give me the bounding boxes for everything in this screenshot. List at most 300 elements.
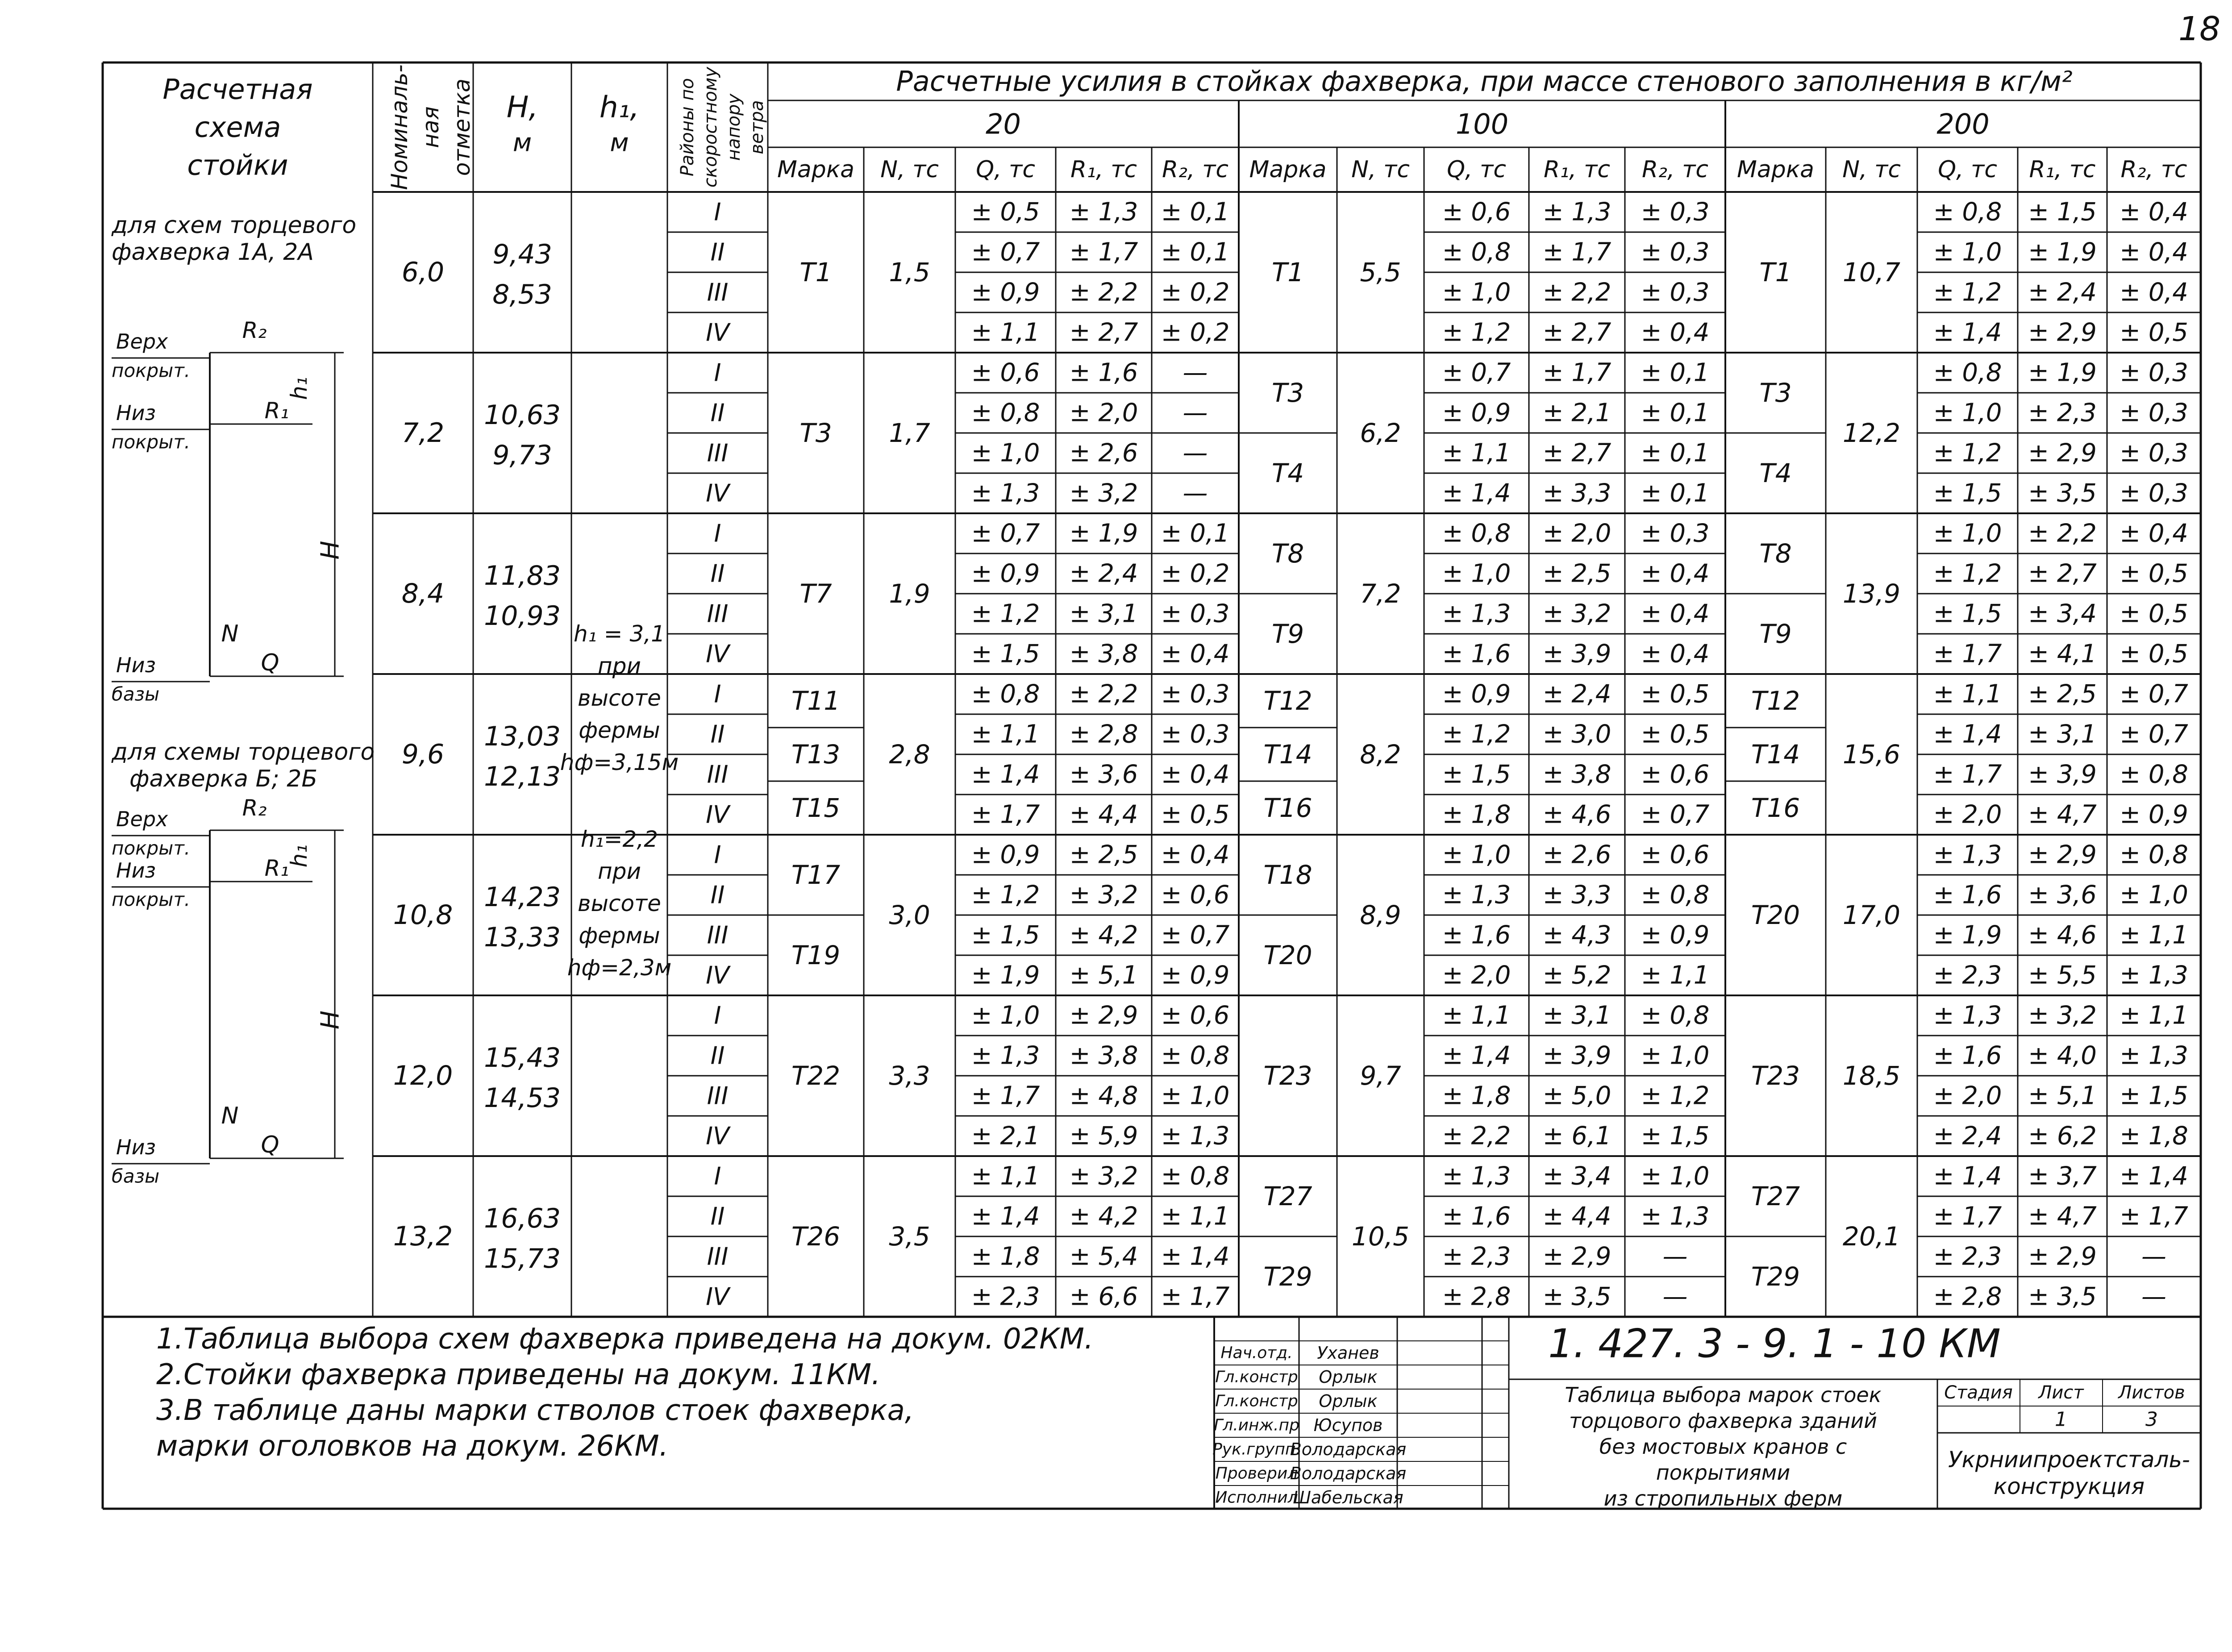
mark-label: T7 (800, 578, 832, 609)
wind-region: II (710, 1202, 725, 1231)
nominal-mark: 9,6 (401, 739, 445, 770)
wind-region: II (710, 1041, 725, 1070)
force-value: — (2141, 1282, 2166, 1311)
force-value: ± 1,9 (1069, 519, 1138, 548)
note-1: 1.Таблица выбора схем фахверка приведена на докум. 02КМ. (156, 1323, 1094, 1356)
force-value: ± 2,2 (1542, 278, 1612, 307)
header-scheme: схема (194, 111, 281, 144)
h1-note-a: фермы (579, 717, 660, 743)
force-N: 2,8 (889, 739, 930, 770)
wind-region: IV (706, 800, 729, 829)
force-value: ± 5,4 (1069, 1242, 1138, 1271)
force-value: ± 1,2 (1442, 318, 1511, 347)
force-value: ± 4,4 (1542, 1202, 1612, 1231)
stamp-stage-label: Стадия (1944, 1382, 2013, 1403)
force-value: ± 2,2 (1442, 1121, 1511, 1151)
force-value: ± 4,7 (2028, 1202, 2097, 1231)
header-wind: скоростному (700, 67, 721, 188)
force-value: ± 2,6 (1542, 840, 1612, 870)
header-sub: R₂, тс (1642, 156, 1708, 183)
force-value: ± 1,6 (1442, 1202, 1511, 1231)
header-sub: Q, тс (976, 156, 1035, 183)
force-value: ± 0,9 (971, 840, 1040, 870)
force-value: ± 2,0 (1069, 398, 1138, 428)
h1-note-a: высоте (578, 685, 661, 711)
force-value: ± 0,9 (971, 559, 1040, 588)
force-value: ± 0,7 (971, 519, 1040, 548)
force-value: ± 0,4 (1161, 840, 1230, 870)
header-sub: R₂, тс (1162, 156, 1228, 183)
stamp-name: Уханев (1317, 1343, 1379, 1363)
force-value: ± 0,6 (1641, 840, 1710, 870)
force-value: ± 5,9 (1069, 1121, 1138, 1151)
force-value: ± 2,9 (1069, 1001, 1138, 1030)
mark-label: T1 (1271, 257, 1304, 287)
force-value: ± 2,4 (1069, 559, 1138, 588)
header-sub: Марка (1249, 156, 1327, 183)
force-value: ± 0,4 (1641, 599, 1710, 628)
wind-region: II (710, 559, 725, 588)
force-value: ± 0,3 (2120, 398, 2188, 428)
force-value: ± 0,4 (1161, 760, 1230, 789)
force-value: ± 0,3 (2120, 479, 2188, 508)
scheme-b-R1: R₁ (264, 855, 289, 881)
force-value: ± 3,2 (1069, 479, 1138, 508)
force-value: ± 0,5 (971, 197, 1040, 227)
force-value: ± 2,9 (1542, 1242, 1612, 1271)
stamp-code: 1. 427. 3 - 9. 1 - 10 КМ (1548, 1320, 2001, 1367)
force-value: ± 1,4 (971, 760, 1040, 789)
force-value: ± 0,7 (1641, 800, 1710, 829)
header-sub: Марка (1736, 156, 1815, 183)
force-value: ± 1,2 (1933, 438, 2002, 468)
force-value: ± 0,8 (971, 398, 1040, 428)
stamp-role: Гл.констр (1215, 1392, 1298, 1411)
force-value: — (1662, 1242, 1688, 1271)
force-value: ± 1,0 (1933, 519, 2002, 548)
force-value: — (2141, 1242, 2166, 1271)
force-value: ± 2,2 (1069, 679, 1138, 709)
force-value: ± 2,9 (2028, 318, 2097, 347)
force-value: ± 1,1 (1933, 679, 2002, 709)
force-value: ± 2,5 (1542, 559, 1612, 588)
header-sub: Q, тс (1938, 156, 1997, 183)
force-value: ± 1,9 (1933, 920, 2002, 950)
force-value: ± 0,6 (1641, 760, 1710, 789)
force-value: ± 1,0 (2120, 880, 2188, 910)
force-value: ± 0,3 (1641, 237, 1710, 267)
force-value: ± 2,7 (1542, 438, 1612, 468)
force-value: ± 1,5 (1641, 1121, 1710, 1151)
scheme-b-h1: h₁ (286, 844, 312, 868)
height-H: 16,63 (484, 1203, 561, 1234)
nominal-mark: 10,8 (393, 899, 453, 931)
force-value: ± 1,7 (971, 1081, 1040, 1111)
stamp-title: из стропильных ферм (1603, 1486, 1843, 1511)
force-value: ± 0,9 (1161, 961, 1230, 990)
header-mass: 20 (986, 108, 1021, 141)
nominal-mark: 12,0 (393, 1060, 453, 1091)
force-value: ± 4,8 (1069, 1081, 1138, 1111)
scheme-caption-2: фахверка Б; 2Б (129, 766, 318, 792)
force-value: ± 1,5 (971, 639, 1040, 669)
force-value: ± 0,6 (1442, 197, 1511, 227)
force-value: ± 2,9 (2028, 840, 2097, 870)
force-value: ± 3,1 (1069, 599, 1138, 628)
stamp-name: Орлык (1319, 1391, 1378, 1411)
height-H: 11,83 (484, 560, 561, 591)
wind-region: III (707, 599, 729, 628)
h1-note-a: при (598, 653, 641, 679)
force-value: ± 1,0 (1933, 237, 2002, 267)
force-value: ± 0,1 (1161, 237, 1230, 267)
force-value: ± 1,3 (971, 1041, 1040, 1070)
force-value: ± 0,6 (971, 358, 1040, 387)
force-value: ± 0,2 (1161, 318, 1230, 347)
mark-label: T14 (1751, 739, 1800, 770)
force-value: ± 1,5 (1442, 760, 1511, 789)
h1-note-a: hф=3,15м (560, 749, 679, 775)
force-value: ± 2,6 (1069, 438, 1138, 468)
stamp-name: Володарская (1290, 1464, 1407, 1483)
mark-label: T20 (1751, 900, 1800, 930)
header-mass: 200 (1936, 108, 1990, 141)
force-value: ± 2,4 (1542, 679, 1612, 709)
scheme-b-top-label: Верх (116, 807, 168, 831)
force-value: ± 1,7 (1542, 237, 1612, 267)
force-value: ± 0,8 (1161, 1161, 1230, 1191)
force-value: ± 3,6 (1069, 760, 1138, 789)
force-value: ± 1,4 (1161, 1242, 1230, 1271)
header-scheme: стойки (187, 149, 288, 182)
force-value: ± 0,3 (2120, 438, 2188, 468)
mark-label: T23 (1751, 1061, 1800, 1091)
force-N: 3,0 (889, 900, 930, 930)
force-value: ± 0,8 (1933, 197, 2002, 227)
force-value: ± 1,2 (1933, 278, 2002, 307)
force-value: ± 3,3 (1542, 880, 1612, 910)
notes-block (156, 1321, 1093, 1464)
stamp-title: без мостовых кранов с (1599, 1435, 1847, 1459)
force-value: ± 0,1 (1641, 398, 1710, 428)
header-nominal: отметка (449, 78, 475, 176)
force-value: ± 1,4 (971, 1202, 1040, 1231)
force-value: ± 3,1 (2028, 720, 2097, 749)
force-value: ± 0,9 (1442, 398, 1511, 428)
h1-note-b: при (598, 858, 641, 884)
force-value: ± 0,7 (1442, 358, 1511, 387)
force-value: ± 2,1 (1542, 398, 1612, 428)
force-value: ± 1,8 (971, 1242, 1040, 1271)
nominal-mark: 13,2 (393, 1221, 453, 1252)
height-H-alt: 13,33 (484, 922, 561, 953)
force-value: ± 5,5 (2028, 961, 2097, 990)
mark-label: T17 (791, 860, 841, 890)
height-H: 14,23 (484, 882, 561, 913)
force-value: ± 0,8 (1442, 237, 1511, 267)
force-value: ± 0,4 (1161, 639, 1230, 669)
height-H-alt: 14,53 (484, 1082, 561, 1114)
force-value: ± 0,3 (1641, 278, 1710, 307)
force-value: ± 1,1 (1641, 961, 1710, 990)
stamp-role: Нач.отд. (1220, 1344, 1293, 1362)
scheme-a-Q: Q (261, 649, 279, 676)
force-value: ± 1,8 (2120, 1121, 2188, 1151)
force-value: ± 1,6 (1442, 639, 1511, 669)
force-value: ± 0,8 (2120, 840, 2188, 870)
force-value: ± 4,1 (2028, 639, 2097, 669)
force-value: ± 0,7 (2120, 679, 2188, 709)
mark-label: T23 (1263, 1061, 1312, 1091)
force-value: ± 2,3 (2028, 398, 2097, 428)
wind-region: IV (706, 640, 729, 668)
force-value: ± 1,3 (1161, 1121, 1230, 1151)
force-value: ± 2,0 (1542, 519, 1612, 548)
force-value: ± 1,3 (1933, 840, 2002, 870)
stamp-name: Орлык (1319, 1367, 1378, 1387)
header-sub: R₁, тс (1544, 156, 1610, 183)
force-N: 1,9 (889, 578, 930, 609)
mark-label: T14 (1263, 739, 1312, 770)
force-value: ± 0,7 (1161, 920, 1230, 950)
scheme-b-mid-label: покрыт. (112, 888, 191, 911)
force-N: 17,0 (1842, 900, 1901, 930)
height-H-alt: 12,13 (484, 761, 561, 792)
stamp-org: Укрниипроектсталь- (1948, 1447, 2190, 1473)
force-value: ± 0,3 (1161, 720, 1230, 749)
force-value: ± 0,6 (1161, 1001, 1230, 1030)
wind-region: I (714, 1162, 721, 1190)
force-value: ± 0,4 (1641, 318, 1710, 347)
scheme-a-bot-label: базы (112, 683, 160, 705)
force-N: 15,6 (1842, 739, 1901, 770)
force-value: ± 2,9 (2028, 1242, 2097, 1271)
force-value: ± 4,7 (2028, 800, 2097, 829)
force-value: ± 1,2 (1641, 1081, 1710, 1111)
header-wind: Районы по (677, 78, 698, 177)
force-value: ± 4,6 (1542, 800, 1612, 829)
force-value: ± 2,0 (1442, 961, 1511, 990)
force-value: ± 4,4 (1069, 800, 1138, 829)
height-H: 15,43 (484, 1042, 561, 1074)
force-value: ± 1,1 (1442, 438, 1511, 468)
stamp-sheets-label: Листов (2118, 1382, 2185, 1403)
force-value: ± 3,2 (2028, 1001, 2097, 1030)
mark-label: T8 (1271, 538, 1304, 569)
mark-label: T3 (1759, 378, 1792, 408)
force-value: ± 1,9 (2028, 237, 2097, 267)
wind-region: I (714, 841, 721, 869)
wind-region: I (714, 519, 721, 548)
mark-label: T9 (1271, 619, 1304, 649)
force-value: ± 1,1 (971, 318, 1040, 347)
h1-note-b: высоте (578, 890, 661, 916)
force-value: ± 2,1 (971, 1121, 1040, 1151)
force-value: ± 2,8 (1933, 1282, 2002, 1311)
force-value: ± 3,0 (1542, 720, 1612, 749)
header-sub: R₂, тс (2120, 156, 2187, 183)
force-value: ± 1,0 (971, 1001, 1040, 1030)
force-value: ± 0,5 (1161, 800, 1230, 829)
force-value: ± 1,4 (1442, 1041, 1511, 1070)
force-value: ± 4,0 (2028, 1041, 2097, 1070)
force-value: ± 0,2 (1161, 278, 1230, 307)
force-value: ± 1,3 (1442, 880, 1511, 910)
wind-region: IV (706, 479, 729, 508)
force-value: ± 0,1 (1161, 197, 1230, 227)
stamp-role: Гл.констр (1215, 1368, 1298, 1386)
force-value: ± 1,0 (1442, 278, 1511, 307)
force-value: ± 1,9 (2028, 358, 2097, 387)
scheme-b-top-label: покрыт. (112, 837, 191, 859)
force-value: ± 0,3 (1161, 679, 1230, 709)
force-value: ± 3,1 (1542, 1001, 1612, 1030)
header-mass: 100 (1455, 108, 1509, 141)
wind-region: I (714, 1001, 721, 1030)
force-value: ± 5,1 (2028, 1081, 2097, 1111)
force-value: ± 0,5 (2120, 559, 2188, 588)
h1-note-b: h₁=2,2 (580, 826, 658, 852)
header-sub: Марка (777, 156, 855, 183)
wind-region: IV (706, 1122, 729, 1150)
force-value: — (1183, 479, 1208, 508)
force-value: ± 0,8 (1641, 880, 1710, 910)
force-value: ± 0,4 (2120, 519, 2188, 548)
wind-region: I (714, 358, 721, 387)
stamp-title: торцового фахверка зданий (1569, 1409, 1878, 1433)
force-value: ± 1,5 (1933, 599, 2002, 628)
force-value: ± 0,4 (2120, 197, 2188, 227)
stamp-title: покрытиями (1656, 1461, 1791, 1485)
force-N: 12,2 (1842, 418, 1901, 448)
force-value: ± 2,2 (1069, 278, 1138, 307)
force-N: 1,5 (889, 257, 930, 287)
h1-note-b: hф=2,3м (567, 955, 672, 981)
height-H-alt: 10,93 (484, 600, 561, 632)
force-value: ± 1,3 (2120, 961, 2188, 990)
height-H: 13,03 (484, 721, 561, 752)
scheme-a-top-label: покрыт. (112, 359, 191, 382)
h1-note-b: фермы (579, 923, 660, 949)
force-value: ± 1,4 (1933, 1161, 2002, 1191)
force-value: ± 2,3 (1933, 961, 2002, 990)
nominal-mark: 6,0 (401, 257, 445, 288)
scheme-a-R2: R₂ (242, 317, 267, 343)
wind-region: IV (706, 1282, 729, 1311)
force-value: ± 1,0 (1641, 1041, 1710, 1070)
scheme-caption-2: для схемы торцевого (112, 739, 375, 766)
header-sub: N, тс (880, 156, 939, 183)
force-N: 20,1 (1842, 1221, 1901, 1252)
header-h1-unit: м (610, 128, 629, 158)
force-value: ± 1,1 (2120, 1001, 2188, 1030)
note-3: 3.В таблице даны марки стволов стоек фахверка, (156, 1394, 914, 1427)
force-value: ± 0,3 (1641, 519, 1710, 548)
mark-label: T8 (1759, 538, 1792, 569)
force-value: ± 0,1 (1641, 438, 1710, 468)
stamp-role: Исполнил (1215, 1488, 1298, 1507)
force-value: ± 3,9 (1542, 1041, 1612, 1070)
force-value: ± 0,5 (2120, 599, 2188, 628)
force-value: ± 1,7 (1542, 358, 1612, 387)
force-value: ± 1,5 (1933, 479, 2002, 508)
force-value: ± 3,5 (1542, 1282, 1612, 1311)
force-value: ± 4,2 (1069, 1202, 1138, 1231)
scheme-a-mid-label: Низ (116, 401, 156, 425)
scheme-b-Q: Q (261, 1132, 279, 1158)
force-N: 18,5 (1842, 1061, 1901, 1091)
height-H-alt: 8,53 (492, 279, 552, 310)
force-value: ± 1,2 (1442, 720, 1511, 749)
wind-region: IV (706, 961, 729, 990)
header-sub: N, тс (1842, 156, 1901, 183)
force-value: ± 2,4 (2028, 278, 2097, 307)
force-value: ± 0,8 (1641, 1001, 1710, 1030)
force-value: ± 1,0 (1442, 559, 1511, 588)
force-value: ± 1,3 (971, 479, 1040, 508)
mark-label: T16 (1751, 793, 1800, 823)
force-value: ± 0,4 (2120, 278, 2188, 307)
force-N: 1,7 (889, 418, 930, 448)
force-value: ± 1,5 (971, 920, 1040, 950)
note-4: марки оголовков на докум. 26КМ. (156, 1430, 669, 1463)
force-value: ± 1,6 (1933, 880, 2002, 910)
scheme-b-R2: R₂ (242, 795, 267, 821)
stamp-name: Юсупов (1313, 1415, 1383, 1435)
force-value: ± 2,4 (1933, 1121, 2002, 1151)
force-value: ± 1,2 (971, 599, 1040, 628)
mark-label: T1 (800, 257, 832, 287)
force-value: ± 2,9 (2028, 438, 2097, 468)
force-value: ± 5,0 (1542, 1081, 1612, 1111)
force-value: ± 2,7 (2028, 559, 2097, 588)
force-value: ± 2,8 (1069, 720, 1138, 749)
force-N: 5,5 (1360, 257, 1401, 287)
force-value: ± 2,7 (1542, 318, 1612, 347)
header-sub: R₁, тс (2029, 156, 2096, 183)
header-scheme: Расчетная (162, 73, 313, 106)
wind-region: III (707, 1082, 729, 1110)
force-value: ± 0,5 (1641, 720, 1710, 749)
force-value: ± 1,0 (1641, 1161, 1710, 1191)
force-value: ± 0,9 (2120, 800, 2188, 829)
header-wind: ветра (747, 100, 767, 154)
scheme-a-R1: R₁ (264, 398, 289, 424)
stamp-sheets: 3 (2145, 1408, 2158, 1431)
nominal-mark: 8,4 (401, 578, 445, 609)
force-N: 13,9 (1842, 578, 1901, 609)
force-value: ± 4,2 (1069, 920, 1138, 950)
force-value: ± 1,3 (1442, 1161, 1511, 1191)
force-value: — (1183, 358, 1208, 387)
force-value: ± 3,2 (1542, 599, 1612, 628)
force-value: ± 0,9 (1442, 679, 1511, 709)
wind-region: III (707, 439, 729, 467)
stamp-name: Володарская (1290, 1440, 1407, 1459)
force-N: 6,2 (1360, 418, 1401, 448)
force-value: ± 1,5 (2120, 1081, 2188, 1111)
force-value: ± 1,7 (2120, 1202, 2188, 1231)
mark-label: T11 (791, 686, 841, 716)
force-value: — (1183, 398, 1208, 428)
force-value: ± 2,2 (2028, 519, 2097, 548)
force-N: 8,9 (1360, 900, 1401, 930)
force-value: ± 1,7 (1933, 1202, 2002, 1231)
force-value: ± 1,3 (1641, 1202, 1710, 1231)
force-value: ± 1,0 (971, 438, 1040, 468)
force-value: ± 1,4 (1442, 479, 1511, 508)
force-value: ± 0,3 (1641, 197, 1710, 227)
